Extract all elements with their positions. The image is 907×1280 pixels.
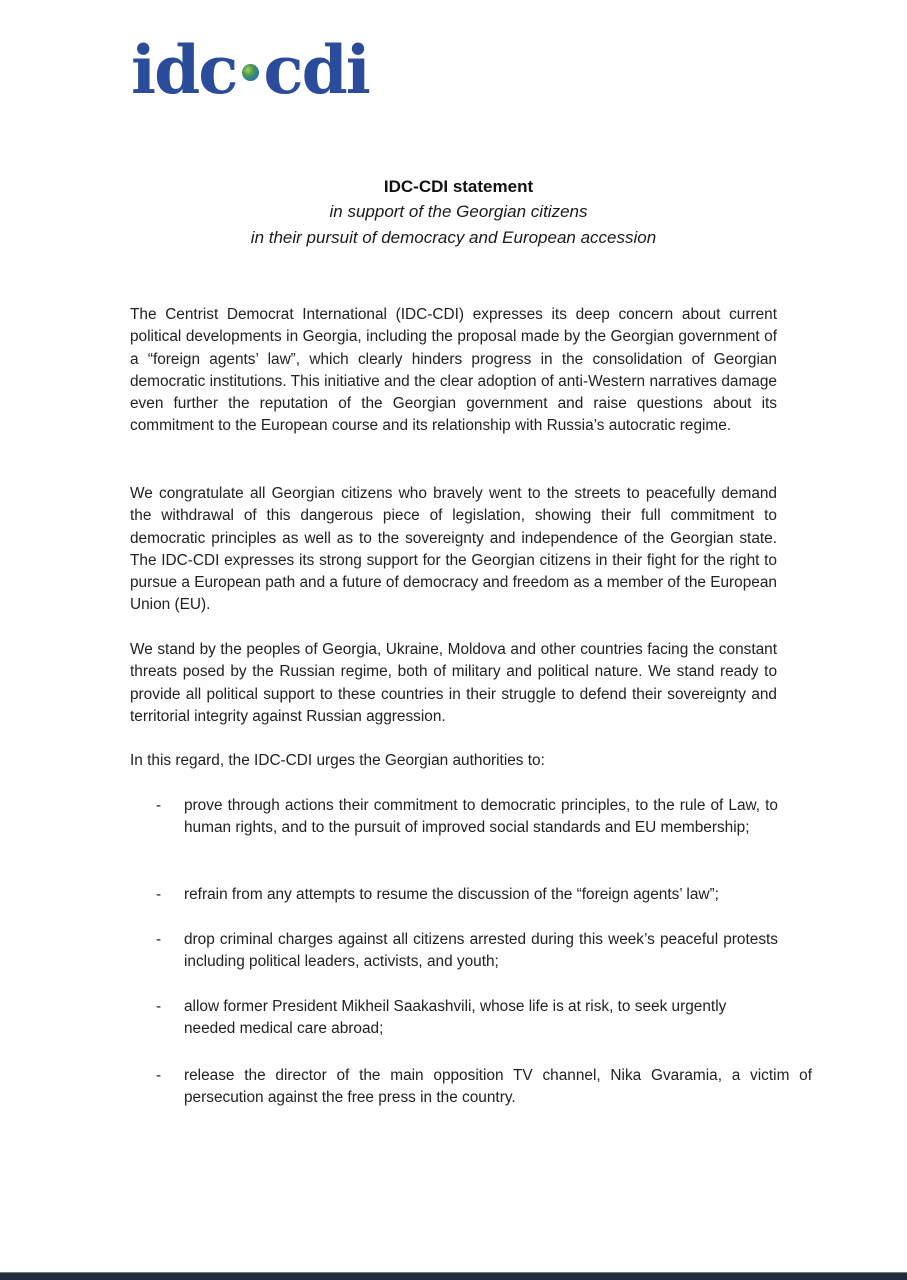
- globe-icon: [242, 64, 259, 81]
- paragraph-stand-by: We stand by the peoples of Georgia, Ukraine, Moldova and other countries facing the constant threats posed by the Russian regime, both of military and political nature. We stand ready to provide all political support to these countries in their struggle to defend their sovereignty and territorial integrity against Russian aggression.: [130, 641, 777, 725]
- logo-text-left: idc: [131, 31, 237, 109]
- list-item-text: drop criminal charges against all citizens arrested during this week’s peaceful protests including political leaders, activists, and youth;: [184, 931, 778, 971]
- list-item-text: prove through actions their commitment to democratic principles, to the rule of Law, to human rights, and to the pursuit of improved social standards and EU membership;: [184, 797, 778, 837]
- idc-cdi-logo: [131, 31, 369, 109]
- list-item-text: refrain from any attempts to resume the discussion of the “foreign agents’ law”;: [184, 886, 719, 903]
- footer-bar: [0, 1272, 907, 1280]
- paragraph-congratulate: We congratulate all Georgian citizens who bravely went to the streets to peacefully demand the withdrawal of this dangerous piece of legislation, showing their full commitment to democratic principles as well as to the sovereignty and independence of the Georgian state. The IDC-CDI expresses its strong support for the Georgian citizens in their fight for the right to pursue a European path and a future of democracy and freedom as a member of the European Union (EU).: [130, 485, 777, 614]
- paragraph-concern: The Centrist Democrat International (IDC-CDI) expresses its deep concern about current political developments in Georgia, including the proposal made by the Georgian government of a “foreign agents’ law”, which clearly hinders progress in the consolidation of Georgian democratic institutions. This initiative and the clear adoption of anti-Western narratives damage even further the reputation of the Georgian government and raise questions about its commitment to the European course and its relationship with Russia’s autocratic regime.: [130, 306, 777, 435]
- logo-text-right: cdi: [263, 31, 369, 109]
- paragraph-urges-intro: In this regard, the IDC-CDI urges the Georgian authorities to:: [130, 752, 545, 769]
- dash-bullet: -: [156, 998, 162, 1015]
- statement-header: [0, 175, 907, 251]
- dash-bullet: -: [156, 886, 162, 903]
- statement-title: IDC-CDI statement: [383, 177, 534, 196]
- dash-bullet: -: [156, 1067, 162, 1084]
- dash-bullet: -: [156, 797, 162, 814]
- dash-bullet: -: [156, 931, 162, 948]
- list-item-text: release the director of the main opposition TV channel, Nika Gvaramia, a victim of persecution against the free press in the country.: [184, 1067, 812, 1107]
- list-item-text: allow former President Mikheil Saakashvili, whose life is at risk, to seek urgently needed medical care abroad;: [184, 998, 727, 1038]
- statement-subtitle-line1: in support of the Georgian citizens: [329, 202, 588, 221]
- statement-subtitle-line2: in their pursuit of democracy and European accession: [250, 228, 657, 247]
